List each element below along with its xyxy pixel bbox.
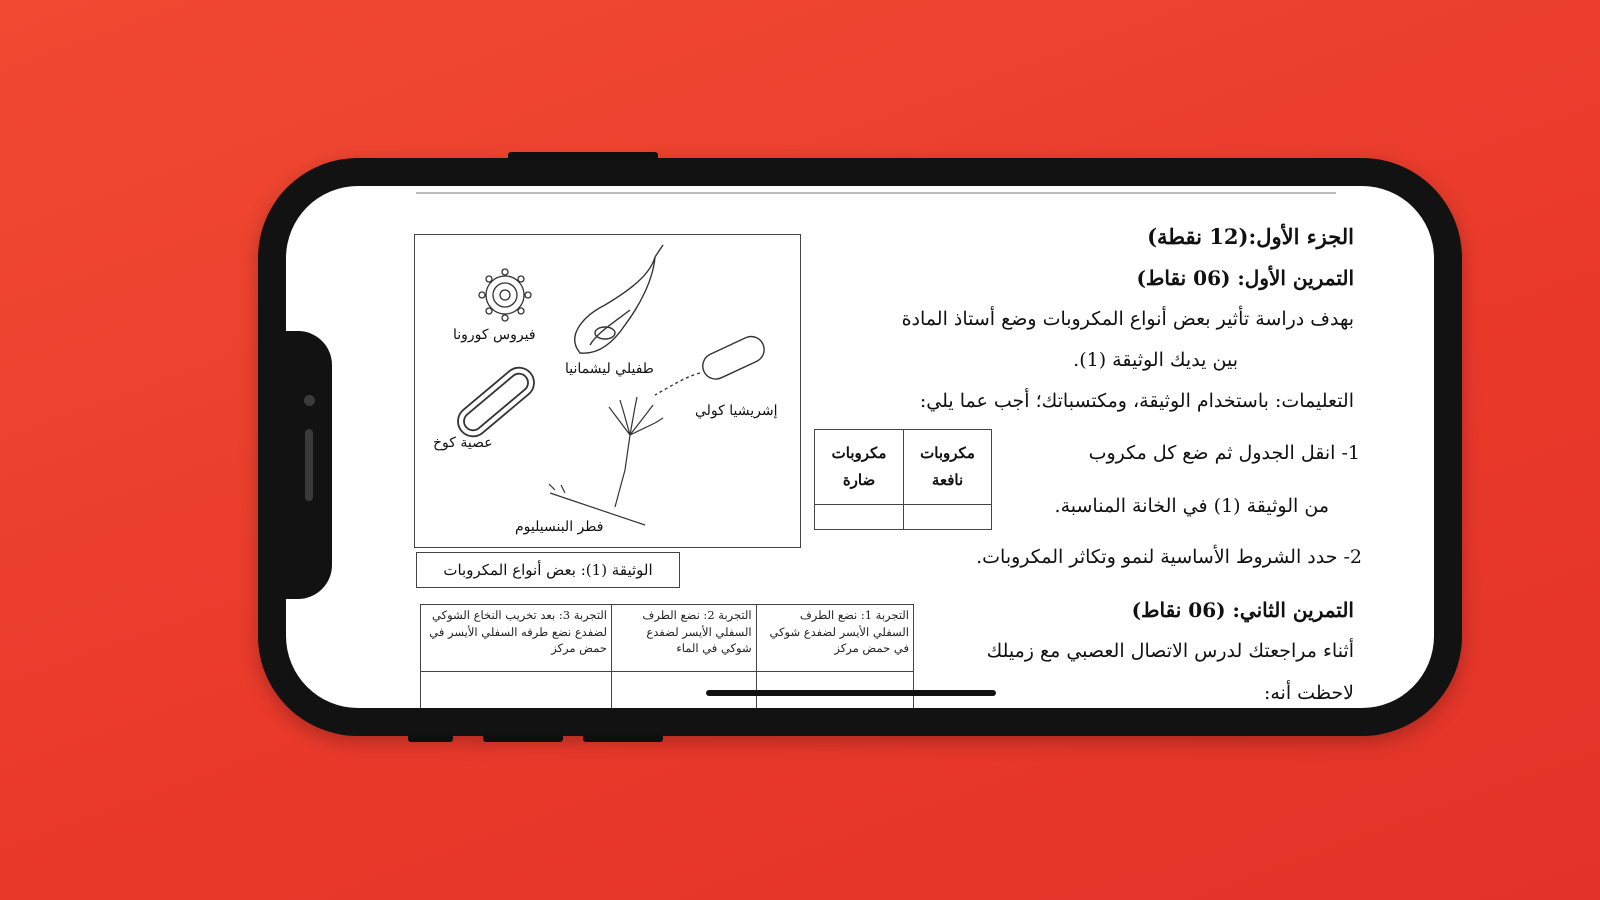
corona-label: فيروس كورونا (453, 327, 536, 343)
experiment-1-cell: التجربة 1: نضع الطرف السفلي الأيسر لضفدع شوكي في حمض مركز (756, 605, 913, 672)
exercise-1-title: التمرين الأول: (06 نقاط) (1136, 266, 1354, 290)
figure-caption: الوثيقة (1): بعض أنواع المكروبات (416, 552, 680, 588)
penicillium-icon (549, 397, 663, 525)
phone-side-button (408, 734, 453, 742)
koch-label: عصية كوخ (433, 435, 493, 451)
phone-frame (258, 158, 1462, 736)
exercise-2-intro-line2: لاحظت أنه: (1263, 682, 1354, 704)
exercise-1-intro-line2: بين يديك الوثيقة (1). (1073, 349, 1238, 371)
question-1-line2: من الوثيقة (1) في الخانة المناسبة. (1054, 495, 1329, 517)
question-1-line1: 1- انقل الجدول ثم ضع كل مكروب (1088, 442, 1360, 464)
phone-notch (286, 331, 332, 599)
exam-document (286, 186, 1434, 708)
exercise-2-intro-line1: أثناء مراجعتك لدرس الاتصال العصبي مع زميلك (986, 640, 1354, 662)
ecoli-icon (655, 332, 768, 395)
instructions: التعليمات: باستخدام الوثيقة، ومكتسباتك؛ أجب عما يلي: (919, 390, 1354, 412)
volume-down-button (583, 734, 663, 742)
harmful-microbes-header: مكروبات ضارة (815, 430, 904, 505)
camera-icon (304, 395, 315, 406)
leishmania-icon (575, 245, 663, 353)
exercise-1-intro-line1: بهدف دراسة تأثير بعض أنواع المكروبات وضع أستاذ المادة (901, 308, 1354, 330)
exercise-2-title: التمرين الثاني: (06 نقاط) (1131, 598, 1354, 622)
corona-virus-icon (479, 269, 531, 321)
table-cell (904, 505, 992, 530)
part-title: الجزء الأول:(12 نقطة) (1147, 224, 1354, 249)
experiment-2-cell: التجربة 2: نضع الطرف السفلي الأيسر لضفدع شوكي في الماء (612, 605, 757, 672)
microbes-figure (414, 234, 801, 548)
phone-side-button (508, 152, 658, 160)
leishmania-label: طفيلي ليشمانيا (565, 361, 654, 377)
table-cell (815, 505, 904, 530)
microbe-classification-table (814, 429, 992, 530)
page-top-rule (416, 192, 1336, 194)
volume-up-button (483, 734, 563, 742)
speaker-grille (305, 429, 313, 501)
useful-microbes-header: مكروبات نافعة (904, 430, 992, 505)
microbes-illustration (415, 235, 800, 547)
phone-screen (286, 186, 1434, 708)
home-indicator[interactable] (706, 690, 996, 696)
experiment-3-cell: التجربة 3: بعد تخريب النخاع الشوكي لضفدع نضع طرفه السفلي الأيسر في حمض مركز (421, 605, 612, 672)
question-2: 2- حدد الشروط الأساسية لنمو وتكاثر المكروبات. (976, 546, 1362, 568)
penicillium-label: فطر البنسيليوم (515, 519, 604, 535)
ecoli-label: إشريشيا كولي (695, 403, 778, 419)
koch-bacillus-icon (452, 362, 540, 443)
table-cell (421, 672, 612, 709)
